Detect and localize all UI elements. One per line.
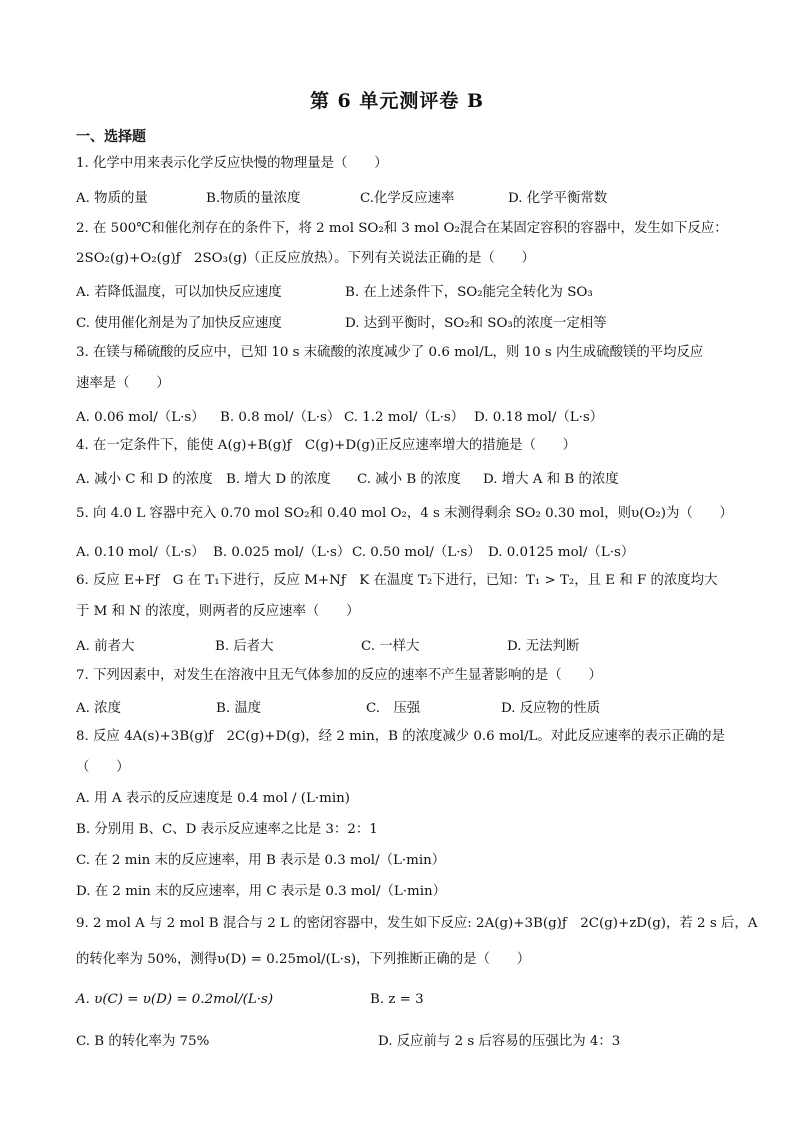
question-2-line-1: 2. 在 500℃和催化剂存在的条件下，将 2 mol SO₂和 3 mol O₂混合在某固定容积的容器中，发生如下反应：	[76, 221, 728, 236]
q7-option-c: C. 压强	[366, 701, 421, 716]
q8-option-a: A. 用 A 表示的反应速度是 0.4 mol / (L·min)	[76, 791, 350, 806]
q2-option-d: D. 达到平衡时，SO₂和 SO₃的浓度一定相等	[345, 316, 607, 331]
q1-option-d: D. 化学平衡常数	[508, 191, 608, 206]
q3-option-c: C. 1.2 mol/（L·s）	[344, 410, 465, 425]
question-6-line-1: 6. 反应 E+Fƒ G 在 T₁下进行，反应 M+Nƒ K 在温度 T₂下进行，已知：T₁ > T₂，且 E 和 F 的浓度均大	[76, 573, 718, 588]
q5-option-b: B. 0.025 mol/（L·s）	[213, 545, 351, 560]
q9-option-a: A. υ(C) = υ(D) = 0.2mol/(L·s)	[76, 992, 274, 1007]
question-4: 4. 在一定条件下，能使 A(g)+B(g)ƒ C(g)+D(g)正反应速率增大的措施是（ ）	[76, 438, 577, 453]
q7-option-d: D. 反应物的性质	[501, 701, 601, 716]
question-5: 5. 向 4.0 L 容器中充入 0.70 mol SO₂和 0.40 mol O₂，4 s 末测得剩余 SO₂ 0.30 mol，则υ(O₂)为（ ）	[76, 506, 733, 521]
question-8-line-1: 8. 反应 4A(s)+3B(g)ƒ 2C(g)+D(g)，经 2 min，B 的浓度减少 0.6 mol/L。对此反应速率的表示正确的是	[76, 729, 725, 744]
question-9-line-2: 的转化率为 50%，测得υ(D) = 0.25mol/(L·s)，下列推断正确的是（ ）	[76, 952, 531, 967]
q5-option-a: A. 0.10 mol/（L·s）	[76, 545, 205, 560]
question-3-line-1: 3. 在镁与稀硫酸的反应中，已知 10 s 末硫酸的浓度减少了 0.6 mol/L，则 10 s 内生成硫酸镁的平均反应	[76, 345, 704, 360]
question-2-line-2: 2SO₂(g)+O₂(g)ƒ 2SO₃(g)（正反应放热）。下列有关说法正确的是（ ）	[76, 251, 535, 266]
q4-option-a: A. 减小 C 和 D 的浓度	[76, 472, 213, 487]
q8-option-b: B. 分别用 B、C、D 表示反应速率之比是 3：2：1	[76, 822, 378, 837]
page-title: 第 6 单元测评卷 B	[309, 90, 485, 112]
question-3-line-2: 速率是（ ）	[76, 376, 170, 391]
q9-option-c: C. B 的转化率为 75%	[76, 1034, 210, 1049]
q5-option-c: C. 0.50 mol/（L·s）	[352, 545, 481, 560]
question-9-line-1: 9. 2 mol A 与 2 mol B 混合与 2 L 的密闭容器中，发生如下反应: 2A(g)+3B(g)ƒ 2C(g)+zD(g)，若 2 s 后，A	[76, 916, 758, 931]
q1-option-c: C.化学反应速率	[360, 191, 455, 206]
q3-option-a: A. 0.06 mol/（L·s）	[76, 410, 205, 425]
q6-option-c: C. 一样大	[361, 639, 420, 654]
q1-option-b: B.物质的量浓度	[206, 191, 301, 206]
question-6-line-2: 于 M 和 N 的浓度，则两者的反应速率（ ）	[76, 604, 360, 619]
q6-option-a: A. 前者大	[76, 639, 135, 654]
question-8-line-2: （ ）	[76, 760, 130, 775]
q9-option-b: B. z = 3	[370, 992, 424, 1007]
q8-option-c: C. 在 2 min 末的反应速率，用 B 表示是 0.3 mol/（L·min）	[76, 853, 446, 868]
q6-option-b: B. 后者大	[215, 639, 274, 654]
section-heading: 一、选择题	[76, 129, 146, 145]
question-1: 1. 化学中用来表示化学反应快慢的物理量是（ ）	[76, 156, 388, 171]
q6-option-d: D. 无法判断	[507, 639, 580, 654]
q9-option-d: D. 反应前与 2 s 后容易的压强比为 4：3	[378, 1034, 621, 1049]
q4-option-c: C. 减小 B 的浓度	[357, 472, 461, 487]
q3-option-d: D. 0.18 mol/（L·s）	[474, 410, 604, 425]
q4-option-d: D. 增大 A 和 B 的浓度	[483, 472, 619, 487]
q8-option-d: D. 在 2 min 末的反应速率，用 C 表示是 0.3 mol/（L·min）	[76, 884, 447, 899]
q2-option-b: B. 在上述条件下，SO₂能完全转化为 SO₃	[345, 285, 593, 300]
q2-option-a: A. 若降低温度，可以加快反应速度	[76, 285, 282, 300]
q4-option-b: B. 增大 D 的浓度	[226, 472, 331, 487]
q1-option-a: A. 物质的量	[76, 191, 148, 206]
q7-option-a: A. 浓度	[76, 701, 121, 716]
q7-option-b: B. 温度	[216, 701, 262, 716]
q2-option-c: C. 使用催化剂是为了加快反应速度	[76, 316, 282, 331]
question-7: 7. 下列因素中，对发生在溶液中且无气体参加的反应的速率不产生显著影响的是（ ）	[76, 668, 602, 683]
q3-option-b: B. 0.8 mol/（L·s）	[220, 410, 341, 425]
q5-option-d: D. 0.0125 mol/（L·s）	[488, 545, 635, 560]
